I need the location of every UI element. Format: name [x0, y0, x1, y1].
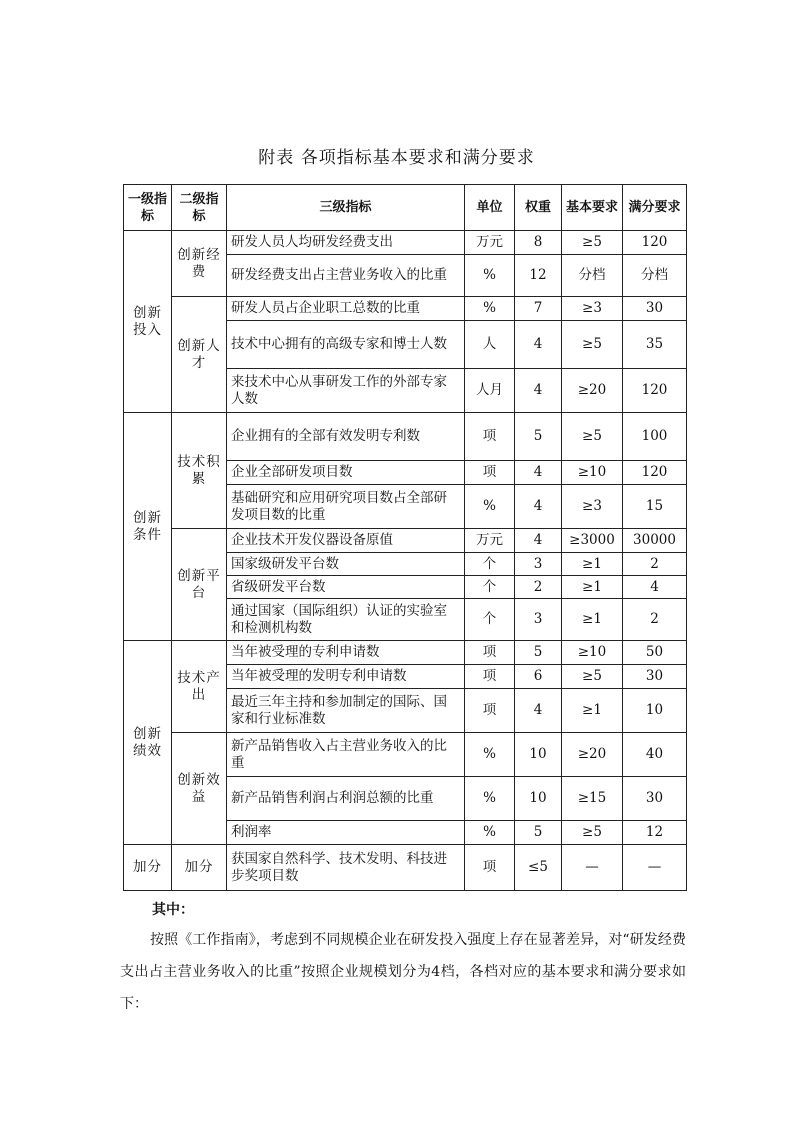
level3-cell: 企业技术开发仪器设备原值 [227, 529, 465, 553]
basic-cell: ≥1 [562, 553, 623, 576]
full-cell: 30 [623, 297, 687, 321]
weight-cell: 5 [515, 821, 562, 845]
unit-cell: % [465, 821, 515, 845]
unit-cell: 人 [465, 321, 515, 369]
table-row [124, 529, 687, 553]
level1-cell: 创新投入 [124, 231, 172, 413]
basic-cell: ≥20 [562, 733, 623, 777]
weight-cell: 4 [515, 485, 562, 529]
basic-cell: ≥5 [562, 413, 623, 461]
unit-cell: 万元 [465, 231, 515, 255]
basic-cell: ≥20 [562, 369, 623, 413]
table-row [124, 231, 687, 255]
weight-cell: 4 [515, 321, 562, 369]
basic-cell: ≥5 [562, 321, 623, 369]
level3-cell: 省级研发平台数 [227, 576, 465, 599]
level3-cell: 技术中心拥有的高级专家和博士人数 [227, 321, 465, 369]
full-cell: 30000 [623, 529, 687, 553]
level3-cell: 最近三年主持和参加制定的国际、国家和行业标准数 [227, 689, 465, 733]
level2-cell: 创新经费 [172, 231, 227, 297]
unit-cell: 项 [465, 689, 515, 733]
level3-cell: 获国家自然科学、技术发明、科技进步奖项目数 [227, 845, 465, 891]
unit-cell: 项 [465, 461, 515, 485]
full-cell: 2 [623, 599, 687, 641]
full-cell: 35 [623, 321, 687, 369]
unit-cell: 项 [465, 413, 515, 461]
weight-cell: 4 [515, 529, 562, 553]
level3-cell: 来技术中心从事研发工作的外部专家人数 [227, 369, 465, 413]
level1-cell: 创新条件 [124, 413, 172, 641]
basic-cell: ≥5 [562, 665, 623, 689]
weight-cell: 3 [515, 553, 562, 576]
unit-cell: 万元 [465, 529, 515, 553]
full-cell: 4 [623, 576, 687, 599]
unit-cell: % [465, 485, 515, 529]
full-cell: 10 [623, 689, 687, 733]
unit-cell: 个 [465, 599, 515, 641]
note-paragraph: 按照《工作指南》，考虑到不同规模企业在研发投入强度上存在显著差异，对“研发经费支出占主营业务收入的比重”按照企业规模划分为4档，各档对应的基本要求和满分要求如下： [120, 932, 686, 1012]
weight-cell: 5 [515, 413, 562, 461]
basic-cell: ≥10 [562, 641, 623, 665]
level2-cell: 创新人才 [172, 297, 227, 413]
note-heading: 其中： [152, 902, 194, 918]
full-cell: 15 [623, 485, 687, 529]
basic-cell: ≥1 [562, 689, 623, 733]
header-level3: 三级指标 [227, 185, 465, 231]
weight-cell: 6 [515, 665, 562, 689]
full-cell: 30 [623, 777, 687, 821]
level2-cell: 创新效益 [172, 733, 227, 845]
header-level2: 二级指标 [172, 185, 227, 231]
level3-cell: 企业全部研发项目数 [227, 461, 465, 485]
basic-cell: ≥1 [562, 576, 623, 599]
full-cell: 50 [623, 641, 687, 665]
header-weight: 权重 [515, 185, 562, 231]
full-cell: — [623, 845, 687, 891]
unit-cell: 个 [465, 553, 515, 576]
table-row [124, 733, 687, 777]
level2-cell: 创新平台 [172, 529, 227, 641]
full-cell: 100 [623, 413, 687, 461]
level3-cell: 利润率 [227, 821, 465, 845]
table-row [124, 845, 687, 891]
unit-cell: % [465, 255, 515, 297]
basic-cell: ≥1 [562, 599, 623, 641]
page-title: 附表 各项指标基本要求和满分要求 [258, 148, 535, 168]
weight-cell: 8 [515, 231, 562, 255]
header-unit: 单位 [465, 185, 515, 231]
weight-cell: 10 [515, 777, 562, 821]
table-row [124, 413, 687, 461]
weight-cell: 5 [515, 641, 562, 665]
basic-cell: ≥3 [562, 485, 623, 529]
basic-cell: ≥3000 [562, 529, 623, 553]
full-cell: 2 [623, 553, 687, 576]
level3-cell: 基础研究和应用研究项目数占全部研发项目数的比重 [227, 485, 465, 529]
weight-cell: 7 [515, 297, 562, 321]
level2-cell: 技术产出 [172, 641, 227, 733]
level3-cell: 企业拥有的全部有效发明专利数 [227, 413, 465, 461]
level3-cell: 通过国家（国际组织）认证的实验室和检测机构数 [227, 599, 465, 641]
level3-cell: 国家级研发平台数 [227, 553, 465, 576]
table-row [124, 641, 687, 665]
basic-cell: 分档 [562, 255, 623, 297]
basic-cell: ≥3 [562, 297, 623, 321]
weight-cell: 12 [515, 255, 562, 297]
level3-cell: 研发经费支出占主营业务收入的比重 [227, 255, 465, 297]
unit-cell: 项 [465, 845, 515, 891]
header-row [124, 185, 687, 231]
basic-cell: ≥15 [562, 777, 623, 821]
level3-cell: 研发人员人均研发经费支出 [227, 231, 465, 255]
header-basic: 基本要求 [562, 185, 623, 231]
unit-cell: % [465, 733, 515, 777]
basic-cell: ≥5 [562, 821, 623, 845]
level3-cell: 新产品销售利润占利润总额的比重 [227, 777, 465, 821]
full-cell: 分档 [623, 255, 687, 297]
indicator-table [123, 184, 687, 891]
level3-cell: 新产品销售收入占主营业务收入的比重 [227, 733, 465, 777]
level1-cell: 加分 [124, 845, 172, 891]
level3-cell: 当年被受理的发明专利申请数 [227, 665, 465, 689]
header-level1: 一级指标 [124, 185, 172, 231]
level3-cell: 研发人员占企业职工总数的比重 [227, 297, 465, 321]
level2-cell: 技术积累 [172, 413, 227, 529]
unit-cell: 个 [465, 576, 515, 599]
level3-cell: 当年被受理的专利申请数 [227, 641, 465, 665]
header-full: 满分要求 [623, 185, 687, 231]
unit-cell: % [465, 777, 515, 821]
full-cell: 40 [623, 733, 687, 777]
level1-cell: 创新绩效 [124, 641, 172, 845]
unit-cell: 项 [465, 641, 515, 665]
full-cell: 12 [623, 821, 687, 845]
weight-cell: 4 [515, 461, 562, 485]
weight-cell: 10 [515, 733, 562, 777]
basic-cell: ≥10 [562, 461, 623, 485]
weight-cell: 4 [515, 369, 562, 413]
basic-cell: ≥5 [562, 231, 623, 255]
table-row [124, 297, 687, 321]
full-cell: 30 [623, 665, 687, 689]
level2-cell: 加分 [172, 845, 227, 891]
unit-cell: 项 [465, 665, 515, 689]
weight-cell: ≤5 [515, 845, 562, 891]
full-cell: 120 [623, 461, 687, 485]
weight-cell: 4 [515, 689, 562, 733]
full-cell: 120 [623, 231, 687, 255]
weight-cell: 2 [515, 576, 562, 599]
full-cell: 120 [623, 369, 687, 413]
unit-cell: 人月 [465, 369, 515, 413]
weight-cell: 3 [515, 599, 562, 641]
basic-cell: — [562, 845, 623, 891]
unit-cell: % [465, 297, 515, 321]
